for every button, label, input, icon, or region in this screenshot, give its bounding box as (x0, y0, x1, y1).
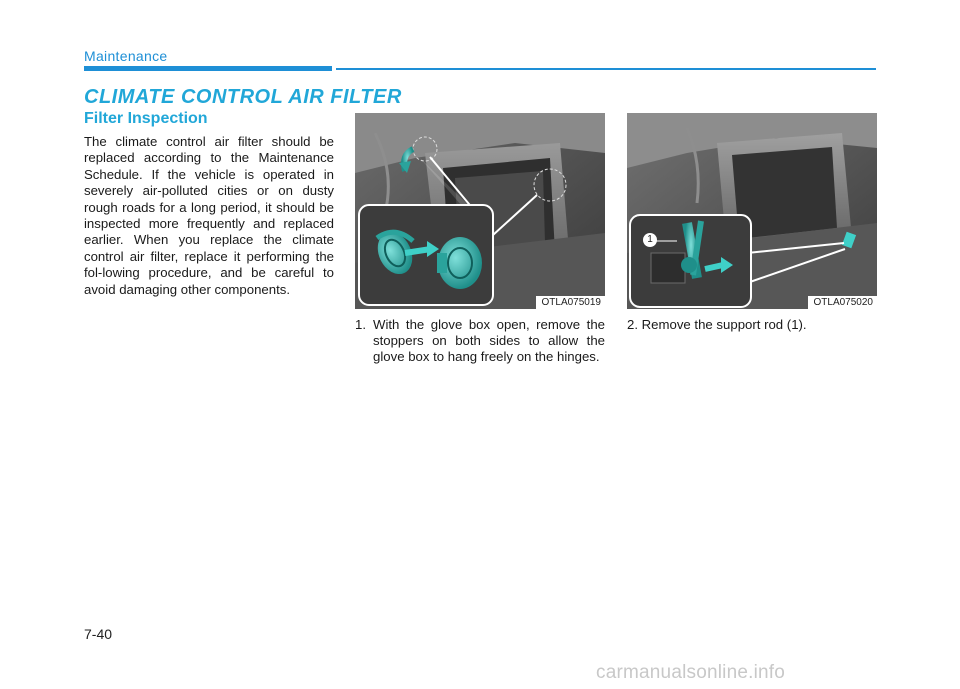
step-1 (355, 317, 605, 366)
step-2: 2. Remove the support rod (1). (627, 317, 807, 332)
step-1-number: 1. (355, 317, 366, 332)
callout-number: 1 (643, 233, 657, 247)
subheading: Filter Inspection (84, 110, 208, 127)
figure-support-rod (627, 113, 877, 309)
figure-code: OTLA075020 (808, 296, 878, 309)
support-rod-illustration (627, 113, 877, 309)
step-1-text: With the glove box open, remove the stoppers on both sides to allow the glove box to hang freely on the hinges. (373, 317, 605, 365)
body-paragraph: The climate control air filter should be replaced according to the Maintenance Schedule. If the vehicle is operated in severely air-polluted cities or on dusty rough roads for a long period, it should be inspected more frequently and replaced earlier. When you replace the climate control air filter, replace it performing the fol-lowing procedure, and be careful to avoid damaging other components. (84, 134, 334, 297)
page-title: CLIMATE CONTROL AIR FILTER (84, 86, 402, 108)
glove-box-stoppers-illustration (355, 113, 605, 309)
page-number: 7-40 (84, 626, 113, 642)
watermark: carmanualsonline.info (596, 662, 786, 683)
figure-code: OTLA075019 (536, 296, 606, 309)
header-bar-thick (84, 66, 332, 71)
section-label: Maintenance (84, 48, 168, 64)
header-bar-thin (336, 68, 876, 70)
figure-glove-box-stoppers (355, 113, 605, 309)
